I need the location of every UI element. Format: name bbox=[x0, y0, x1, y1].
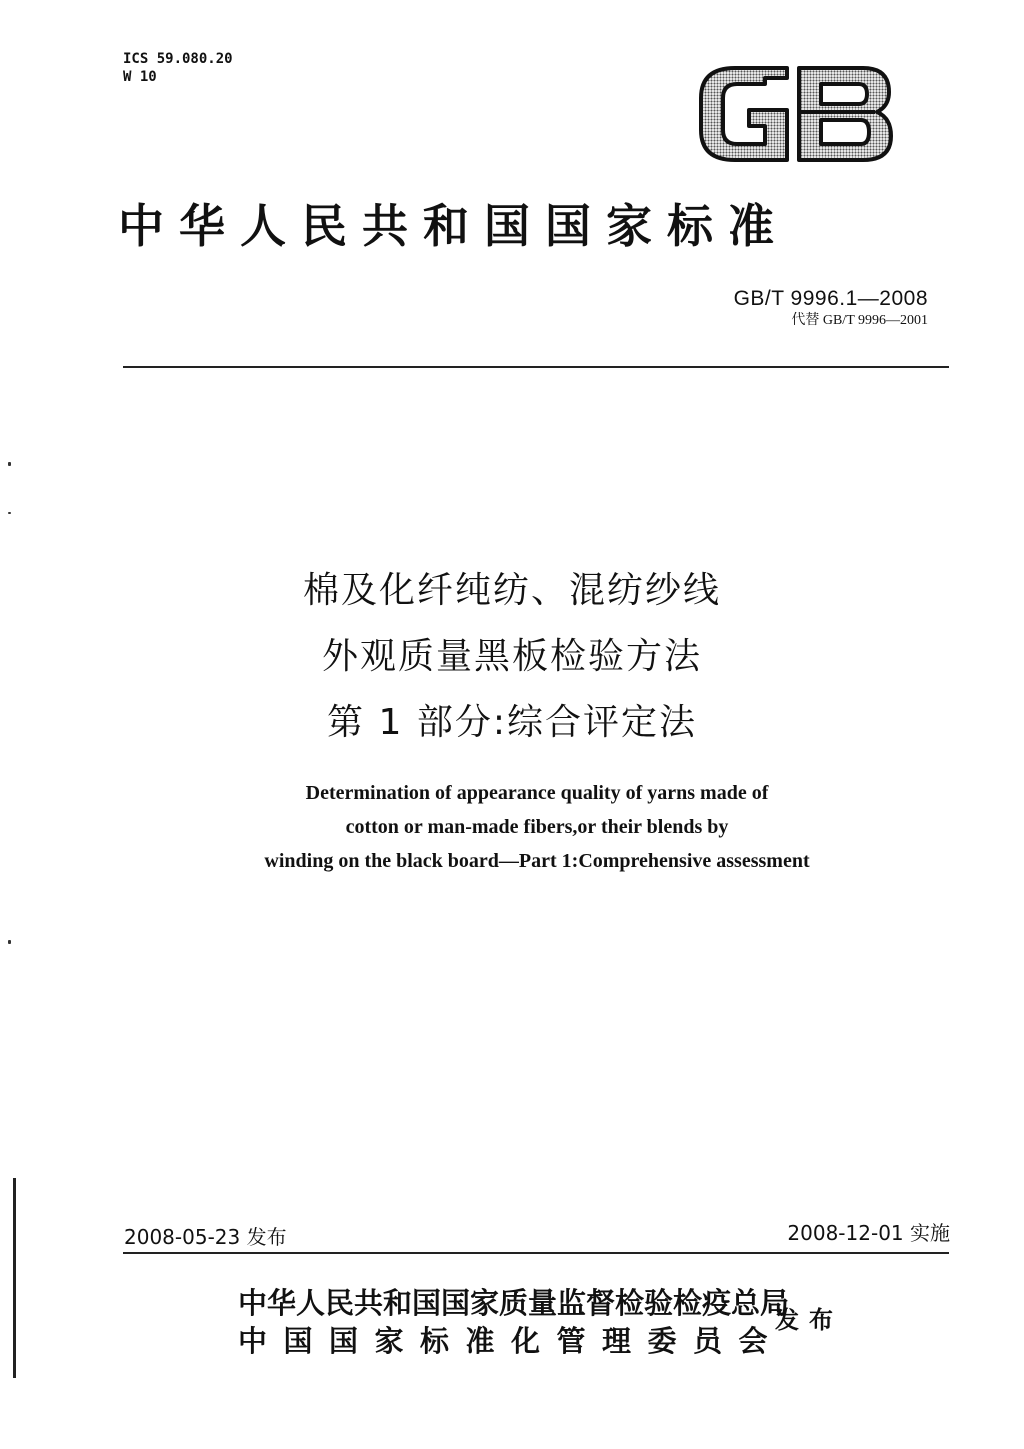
issue-date: 2008-05-23 发布 bbox=[124, 1225, 287, 1249]
standard-number: GB/T 9996.1—2008 bbox=[733, 287, 928, 310]
gb-logo-icon bbox=[695, 64, 895, 164]
chinese-title-line-3: 第 1 部分:综合评定法 bbox=[327, 702, 697, 743]
scan-dot bbox=[8, 940, 11, 944]
scan-dot bbox=[8, 462, 11, 466]
national-standard-title: 中华人民共和国国家标准 bbox=[118, 199, 789, 253]
chinese-title-line-2: 外观质量黑板检验方法 bbox=[321, 636, 702, 677]
standard-number-block bbox=[734, 286, 928, 330]
english-title bbox=[0, 776, 1024, 878]
chinese-title-line-1: 棉及化纤纯纺、混纺纱线 bbox=[302, 570, 721, 611]
issuer-aqsiq: 中华人民共和国国家质量监督检验检疫总局 bbox=[238, 1286, 790, 1320]
replaced-standard: 代替 GB/T 9996—2001 bbox=[791, 313, 928, 328]
implementation-date: 2008-12-01 实施 bbox=[787, 1221, 950, 1245]
english-title-line-2: cotton or man-made fibers,or their blends by bbox=[345, 816, 729, 838]
english-title-line-1: Determination of appearance quality of yarns made of bbox=[305, 782, 769, 804]
chinese-title bbox=[0, 558, 1024, 756]
scan-edge-mark bbox=[13, 1178, 16, 1378]
ccs-code: W 10 bbox=[123, 69, 157, 85]
scan-dot bbox=[8, 512, 11, 514]
issuing-authorities bbox=[238, 1284, 789, 1360]
issuer-sac: 中国国家标准化管理委员会 bbox=[238, 1324, 785, 1358]
bottom-divider bbox=[123, 1252, 949, 1254]
classification-codes bbox=[123, 50, 233, 86]
ics-code: ICS 59.080.20 bbox=[123, 51, 233, 67]
english-title-line-3: winding on the black board—Part 1:Comprehensive assessment bbox=[264, 850, 810, 872]
publish-label: 发布 bbox=[775, 1305, 843, 1334]
top-divider bbox=[123, 366, 949, 368]
